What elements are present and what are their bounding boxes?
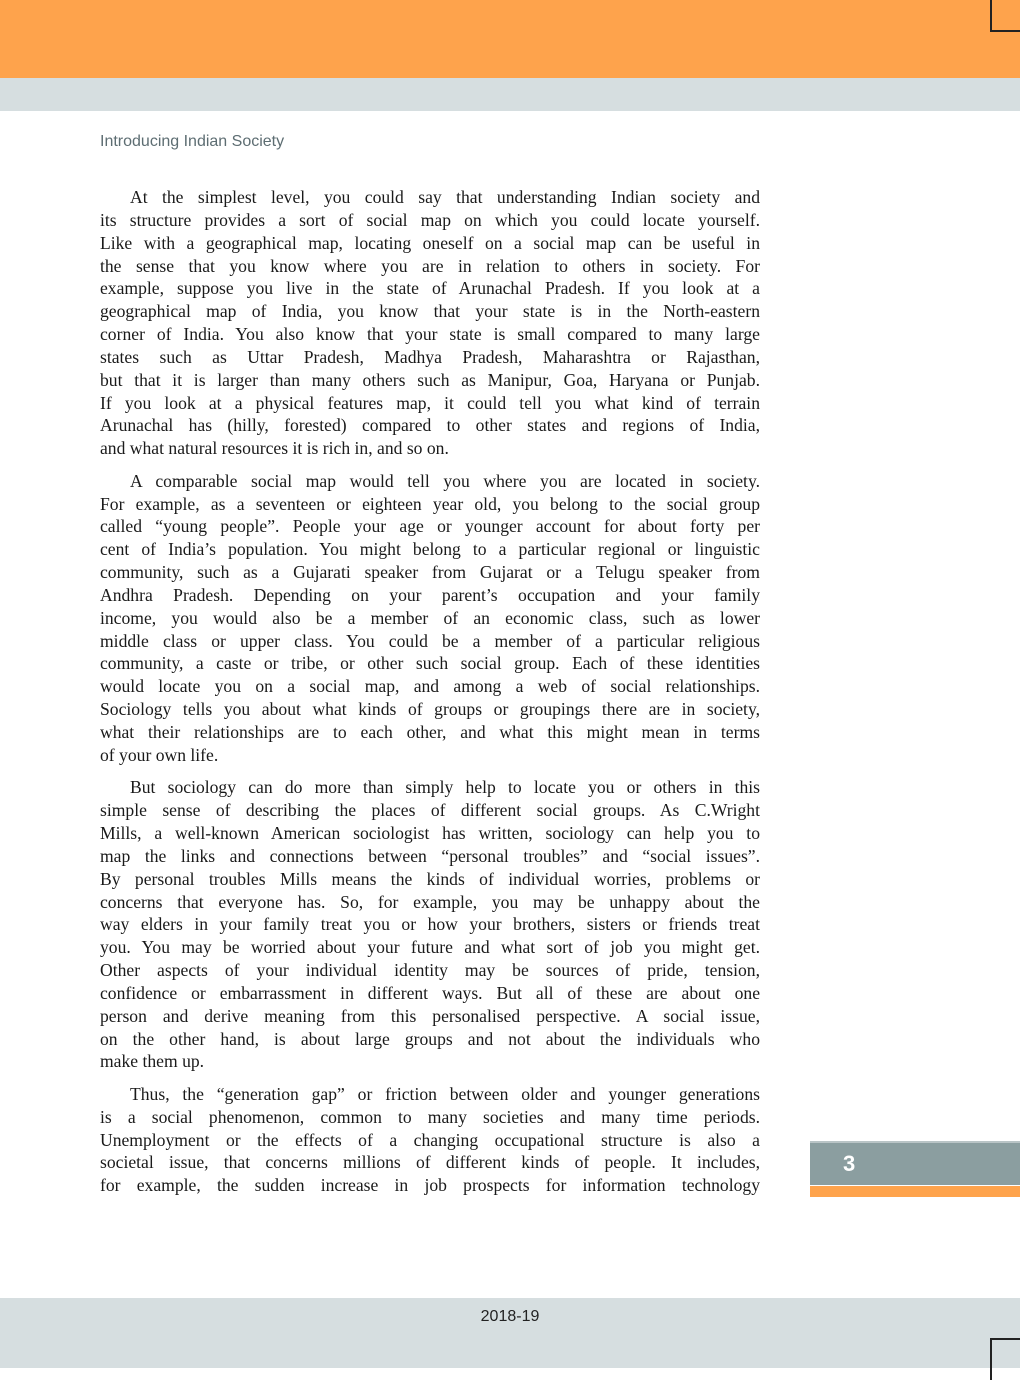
- crop-mark-bottom: [990, 1338, 1020, 1380]
- paragraph: [100, 776, 760, 1073]
- text-line: confidence or embarrassment in different ways. But all of these are about one: [100, 982, 760, 1003]
- text-line: cent of India’s population. You might belong to a particular regional or linguistic: [100, 539, 760, 560]
- text-line: geographical map of India, you know that your state is in the North-eastern: [100, 301, 760, 322]
- text-line: By personal troubles Mills means the kinds of individual worries, problems or: [100, 868, 760, 889]
- text-line: Like with a geographical map, locating oneself on a social map can be useful in: [100, 232, 760, 253]
- text-line: A comparable social map would tell you where you are located in society.: [130, 470, 760, 491]
- text-line: Unemployment or the effects of a changing occupational structure is also a: [100, 1129, 760, 1150]
- text-line: but that it is larger than many others such as Manipur, Goa, Haryana or Punjab.: [100, 369, 760, 390]
- text-line: is a social phenomenon, common to many societies and many time periods.: [100, 1106, 760, 1127]
- text-line: Mills, a well-known American sociologist has written, sociology can help you to: [100, 822, 760, 843]
- body-text: [100, 186, 760, 1207]
- text-line: simple sense of describing the places of different social groups. As C.Wright: [100, 800, 760, 821]
- page-number-box: [810, 1141, 1020, 1185]
- text-line: corner of India. You also know that your state is small compared to many large: [100, 324, 760, 345]
- text-line: the sense that you know where you are in relation to others in society. For: [100, 255, 760, 276]
- page-number: 3: [843, 1151, 856, 1176]
- text-line: what their relationships are to each other, and what this might mean in terms: [100, 722, 760, 742]
- crop-mark-top: [990, 0, 1020, 32]
- text-line: map the links and connections between “personal troubles” and “social issues”.: [100, 845, 760, 866]
- running-head: Introducing Indian Society: [100, 133, 285, 150]
- page-number-strip: [810, 1186, 1020, 1197]
- text-line: concerns that everyone has. So, for example, you may be unhappy about the: [100, 891, 760, 912]
- text-line: Sociology tells you about what kinds of groups or groupings there are in society,: [100, 699, 760, 720]
- text-line: way elders in your family treat you or how your brothers, sisters or friends treat: [100, 914, 760, 935]
- text-line: for example, the sudden increase in job prospects for information technology: [100, 1175, 760, 1196]
- text-line: Other aspects of your individual identity may be sources of pride, tension,: [100, 960, 760, 981]
- header-orange-band: [0, 0, 1020, 78]
- text-line: income, you would also be a member of an economic class, such as lower: [100, 607, 760, 628]
- paragraph: [100, 1083, 760, 1197]
- text-line: person and derive meaning from this personalised perspective. A social issue,: [100, 1005, 760, 1026]
- header-gray-band: [0, 78, 1020, 111]
- text-line: and what natural resources it is rich in, and so on.: [100, 438, 449, 459]
- text-line: societal issue, that concerns millions of different kinds of people. It includes,: [100, 1152, 760, 1173]
- text-line: example, suppose you live in the state of Arunachal Pradesh. If you look at a: [100, 278, 760, 299]
- text-line: community, a caste or tribe, or other such social group. Each of these identities: [100, 653, 760, 674]
- text-line: would locate you on a social map, and among a web of social relationships.: [100, 676, 760, 697]
- paragraph: [100, 186, 760, 460]
- text-line: At the simplest level, you could say that understanding Indian society and: [130, 187, 760, 207]
- text-line: its structure provides a sort of social map on which you could locate yourself.: [100, 209, 760, 230]
- text-line: If you look at a physical features map, it could tell you what kind of terrain: [100, 392, 760, 413]
- text-line: of your own life.: [100, 744, 219, 765]
- text-line: For example, as a seventeen or eighteen year old, you belong to the social group: [100, 493, 760, 514]
- text-line: Arunachal has (hilly, forested) compared to other states and regions of India,: [100, 415, 760, 436]
- text-line: on the other hand, is about large groups and not about the individuals who: [100, 1028, 760, 1049]
- text-line: you. You may be worried about your future and what sort of job you might get.: [100, 937, 760, 958]
- text-line: But sociology can do more than simply help to locate you or others in this: [130, 777, 760, 798]
- text-line: community, such as a Gujarati speaker from Gujarat or a Telugu speaker from: [100, 562, 760, 583]
- text-line: called “young people”. People your age or younger account for about forty per: [100, 516, 760, 537]
- text-line: Andhra Pradesh. Depending on your parent’s occupation and your family: [100, 584, 760, 605]
- footer-year: 2018-19: [480, 1308, 540, 1325]
- paragraph: [100, 470, 760, 767]
- text-line: states such as Uttar Pradesh, Madhya Pradesh, Maharashtra or Rajasthan,: [100, 346, 760, 367]
- text-line: Thus, the “generation gap” or friction between older and younger generations: [130, 1083, 760, 1104]
- text-line: make them up.: [100, 1051, 205, 1072]
- text-line: middle class or upper class. You could be a member of a particular religious: [100, 630, 760, 651]
